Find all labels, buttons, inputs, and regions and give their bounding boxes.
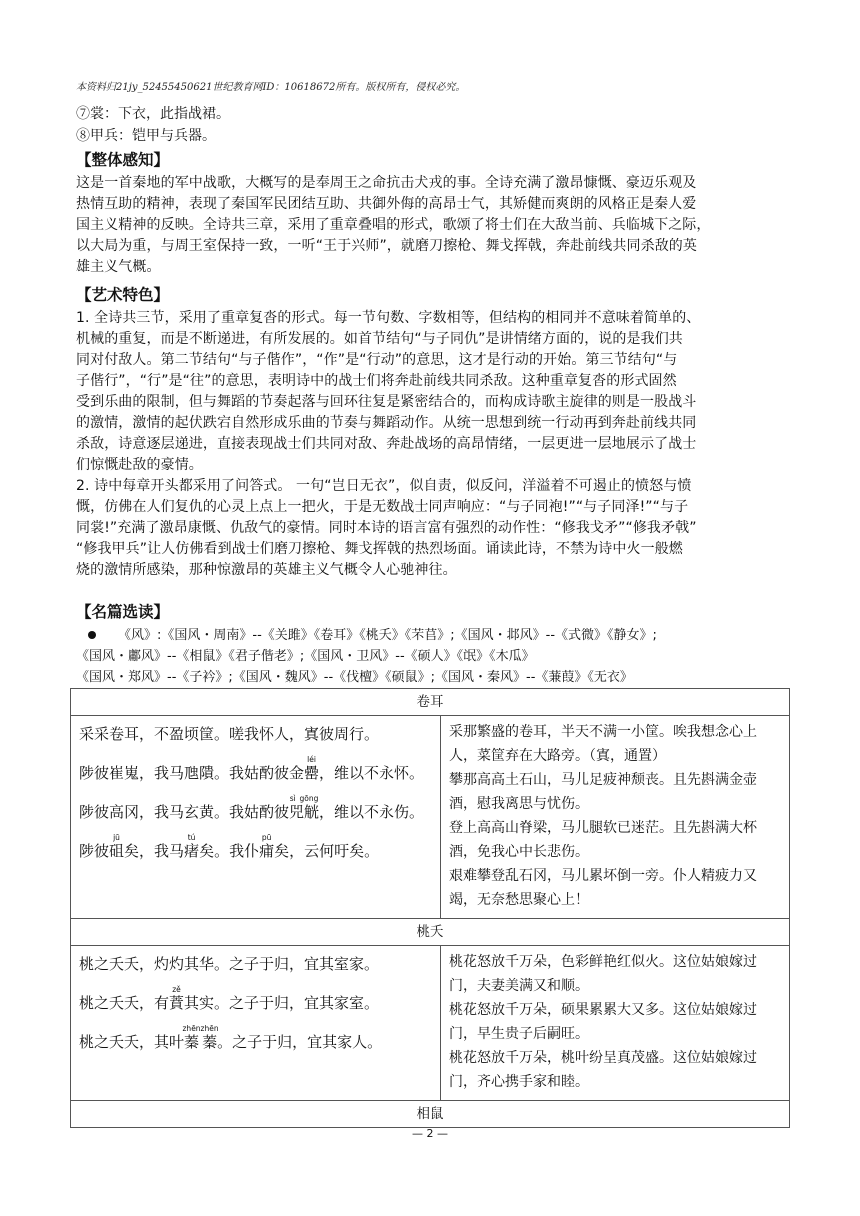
poem-original-juaner	[71, 716, 441, 919]
copyright-header: 本资料归21jy_52455450621世纪教育网ID：10618672所有。版权所有，侵权必究。	[76, 82, 466, 93]
text-line: 同对付敌人。第二节结句“与子偕作”，“作”是“行动”的意思，这才是行动的开始。第三节结句“与	[76, 352, 678, 368]
poem-title-juaner: 卷耳	[71, 689, 790, 716]
note-7: ⑦裳：下衣，此指战裙。	[76, 106, 230, 122]
translation-line: 攀那高高土石山，马儿足疲神颓丧。且先斟满金壶酒，慰我离思与忧伤。	[449, 772, 757, 812]
section-title-overall: 【整体感知】	[76, 151, 170, 169]
text-line: 1. 全诗共三节，采用了重章复沓的形式。每一节句数、字数相等，但结构的相同并不意味着简单的、	[76, 310, 701, 326]
poem-title-taoyao: 桃夭	[71, 919, 790, 946]
text-line: 这是一首秦地的军中战歌，大概写的是奉周王之命抗击犬戎的事。全诗充满了激昂慷慨、豪迈乐观及	[76, 175, 697, 191]
poem-line: 桃之夭夭，灼灼其华。之子于归，宜其室家。	[79, 955, 380, 973]
poem-table	[70, 688, 790, 1128]
translation-line: 桃花怒放千万朵，桃叶纷呈真茂盛。这位姑娘嫁过门，齐心携手家和睦。	[449, 1050, 757, 1090]
overall-paragraph	[76, 173, 788, 278]
reading-line: 《国风・鄘风》--《相鼠》《君子偕老》;《国风・卫风》--《硕人》《氓》《木瓜》	[76, 649, 535, 664]
poem-line: 采采卷耳，不盈顷筐。嗟我怀人，寘彼周行。	[79, 725, 380, 743]
translation-line: 登上高高山脊梁，马儿腿软已迷茫。且先斟满大杯酒，免我心中长悲伤。	[449, 820, 757, 860]
art-paragraph	[76, 308, 788, 581]
text-line: 杀敌，诗意逐层递进，直接表现战士们共同对敌、奔赴战场的高昂情绪，一层更进一层地展示了战士	[76, 436, 697, 452]
text-line: 雄主义气概。	[76, 259, 161, 275]
text-line: 烧的激情所感染，那种惊激昂的英雄主义气概令人心驰神往。	[76, 562, 457, 578]
section-title-art: 【艺术特色】	[76, 286, 170, 304]
text-line: 以大局为重，与周王室保持一致，一听“王于兴师”，就磨刀擦枪、舞戈挥戟，奔赴前线共同杀敌的英	[76, 238, 698, 254]
note-8: ⑧甲兵：铠甲与兵器。	[76, 128, 216, 144]
text-line: 慨，仿佛在人们复仇的心灵上点上一把火，于是无数战士同声响应：“与子同袍!”“与子同泽!”“与子	[76, 499, 689, 515]
text-line: 们惊慨赴敌的豪情。	[76, 457, 203, 473]
text-line: 国主义精神的反映。全诗共三章，采用了重章叠唱的形式，歌颂了将士们在大敌当前、兵临城下之际，	[76, 217, 711, 233]
reading-line: 《国风・郑风》--《子衿》;《国风・魏风》--《伐檀》《硕鼠》;《国风・秦风》--《蒹葭》《无衣》	[76, 670, 633, 685]
poem-translation-taoyao	[441, 946, 790, 1101]
poem-line: 陟彼崔嵬，我马虺隤。我姑酌彼金罍léi，维以不永怀。	[79, 755, 425, 782]
bullet-icon	[88, 631, 96, 639]
poem-original-taoyao	[71, 946, 441, 1101]
poem-translation-juaner	[441, 716, 790, 919]
text-line: 的激情，激情的起伏跌宕自然形成乐曲的节奏与舞蹈动作。从统一思想到统一行动再到奔赴前线共同	[76, 415, 697, 431]
reading-line: 《风》:《国风・周南》--《关雎》《卷耳》《桃夭》《芣苢》;《国风・邶风》--《式微》《静女》;	[76, 625, 788, 646]
text-line: 同裳!”充满了激昂康慨、仇敌气的豪情。同时本诗的语言富有强烈的动作性：“修我戈矛”“修我矛戟”	[76, 520, 697, 536]
poem-line: 陟彼砠jū矣，我马瘏tú矣。我仆痡pū矣，云何吁矣。	[79, 833, 380, 860]
text-line: “修我甲兵”让人仿佛看到战士们磨刀擦枪、舞戈挥戟的热烈场面。诵读此诗，不禁为诗中火一般燃	[76, 541, 683, 557]
translation-line: 桃花怒放千万朵，硕果累累大又多。这位姑娘嫁过门，早生贵子后嗣旺。	[449, 1002, 757, 1042]
text-line: 机械的重复，而是不断递进，有所发展的。如首节结句“与子同仇”是讲情绪方面的，说的是我们共	[76, 331, 683, 347]
poem-line: 陟彼高冈，我马玄黄。我姑酌彼兕觥sì gōng，维以不永伤。	[79, 794, 425, 821]
poem-title-xiangshu: 相鼠	[71, 1101, 790, 1128]
translation-line: 艰难攀登乱石冈，马儿累坏倒一旁。仆人精疲力又竭，无奈愁思聚心上！	[449, 868, 757, 908]
text-line: 受到乐曲的限制，但与舞蹈的节奏起落与回环往复是紧密结合的，而构成诗歌主旋律的则是一股战斗	[76, 394, 697, 410]
text-line: 2. 诗中每章开头都采用了问答式。 一句“岂日无衣”，似自责，似反问，洋溢着不可遏止的愤怒与愤	[76, 478, 692, 494]
translation-line: 采那繁盛的卷耳，半天不满一小筐。唉我想念心上人，菜筐弃在大路旁。（寘，通置）	[449, 724, 757, 764]
page-number: — 2 —	[412, 1127, 448, 1140]
poem-line: 桃之夭夭，其叶蓁蓁zhēnzhēn。之子于归，宜其家人。	[79, 1024, 383, 1051]
translation-line: 桃花怒放千万朵，色彩鲜艳红似火。这位姑娘嫁过门，夫妻美满又和顺。	[449, 954, 757, 994]
text-line: 子偕行”，“行”是“往”的意思，表明诗中的战士们将奔赴前线共同杀敌。这种重章复沓的形式固然	[76, 373, 677, 389]
poem-line: 桃之夭夭，有蕡zě其实。之子于归，宜其家室。	[79, 985, 380, 1012]
text-line: 热情互助的精神，表现了秦国军民团结互助、共御外侮的高昂士气，其矫健而爽朗的风格正是秦人爱	[76, 196, 697, 212]
section-title-reading: 【名篇选读】	[76, 603, 170, 621]
reading-list	[76, 625, 788, 688]
